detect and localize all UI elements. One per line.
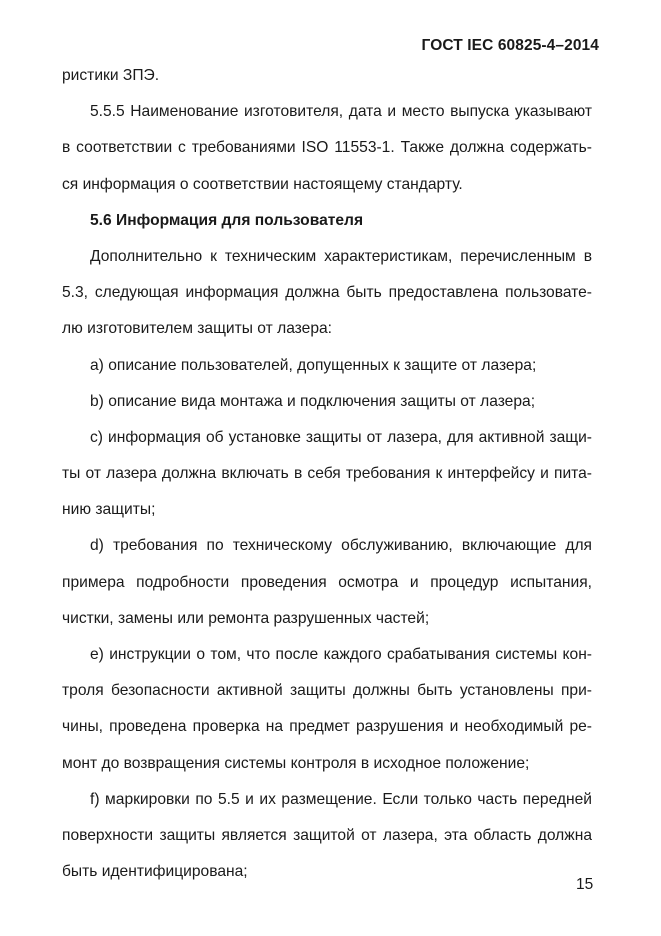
text-line: нию защиты;: [62, 501, 156, 519]
text-line: 5.5.5 Наименование изготовителя, дата и место выпуска указывают: [90, 103, 592, 121]
text-line: Дополнительно к техническим характеристикам, перечисленным в: [90, 247, 592, 265]
text-line: f) маркировки по 5.5 и их размещение. Если только часть передней: [90, 790, 592, 808]
text-line: примера подробности проведения осмотра и процедур испытания,: [62, 573, 592, 591]
text-line: 5.3, следующая информация должна быть предоставлена пользовате-: [62, 284, 592, 302]
page-number: 15: [576, 876, 594, 893]
text-line: ся информация о соответствии настоящему стандарту.: [62, 175, 463, 193]
section-heading: 5.6 Информация для пользователя: [90, 211, 364, 229]
text-line: лю изготовителем защиты от лазера:: [62, 320, 333, 338]
text-line: ристики ЗПЭ.: [62, 67, 160, 84]
document-header-standard-id: ГОСТ IEC 60825-4–2014: [421, 37, 599, 54]
text-line: чины, проведена проверка на предмет разрушения и необходимый ре-: [62, 718, 592, 736]
text-line: троля безопасности активной защиты должны быть установлены при-: [62, 682, 592, 700]
text-line: е) инструкции о том, что после каждого срабатывания системы кон-: [90, 646, 592, 663]
document-body: [62, 58, 592, 890]
text-line: быть идентифицирована;: [62, 863, 248, 881]
text-line: поверхности защиты является защитой от лазера, эта область должна: [62, 826, 592, 844]
text-line: ты от лазера должна включать в себя требования к интерфейсу и пита-: [62, 465, 592, 483]
text-line: b) описание вида монтажа и подключения защиты от лазера;: [90, 392, 536, 410]
text-line: в соответствии с требованиями ISO 11553-1. Также должна содержать-: [62, 139, 592, 157]
text-line: а) описание пользователей, допущенных к защите от лазера;: [90, 356, 537, 374]
text-line: с) информация об установке защиты от лазера, для активной защи-: [90, 428, 592, 446]
text-line: чистки, замены или ремонта разрушенных частей;: [62, 609, 430, 627]
text-line: монт до возвращения системы контроля в исходное положение;: [62, 754, 530, 772]
text-line: d) требования по техническому обслуживанию, включающие для: [90, 537, 592, 555]
